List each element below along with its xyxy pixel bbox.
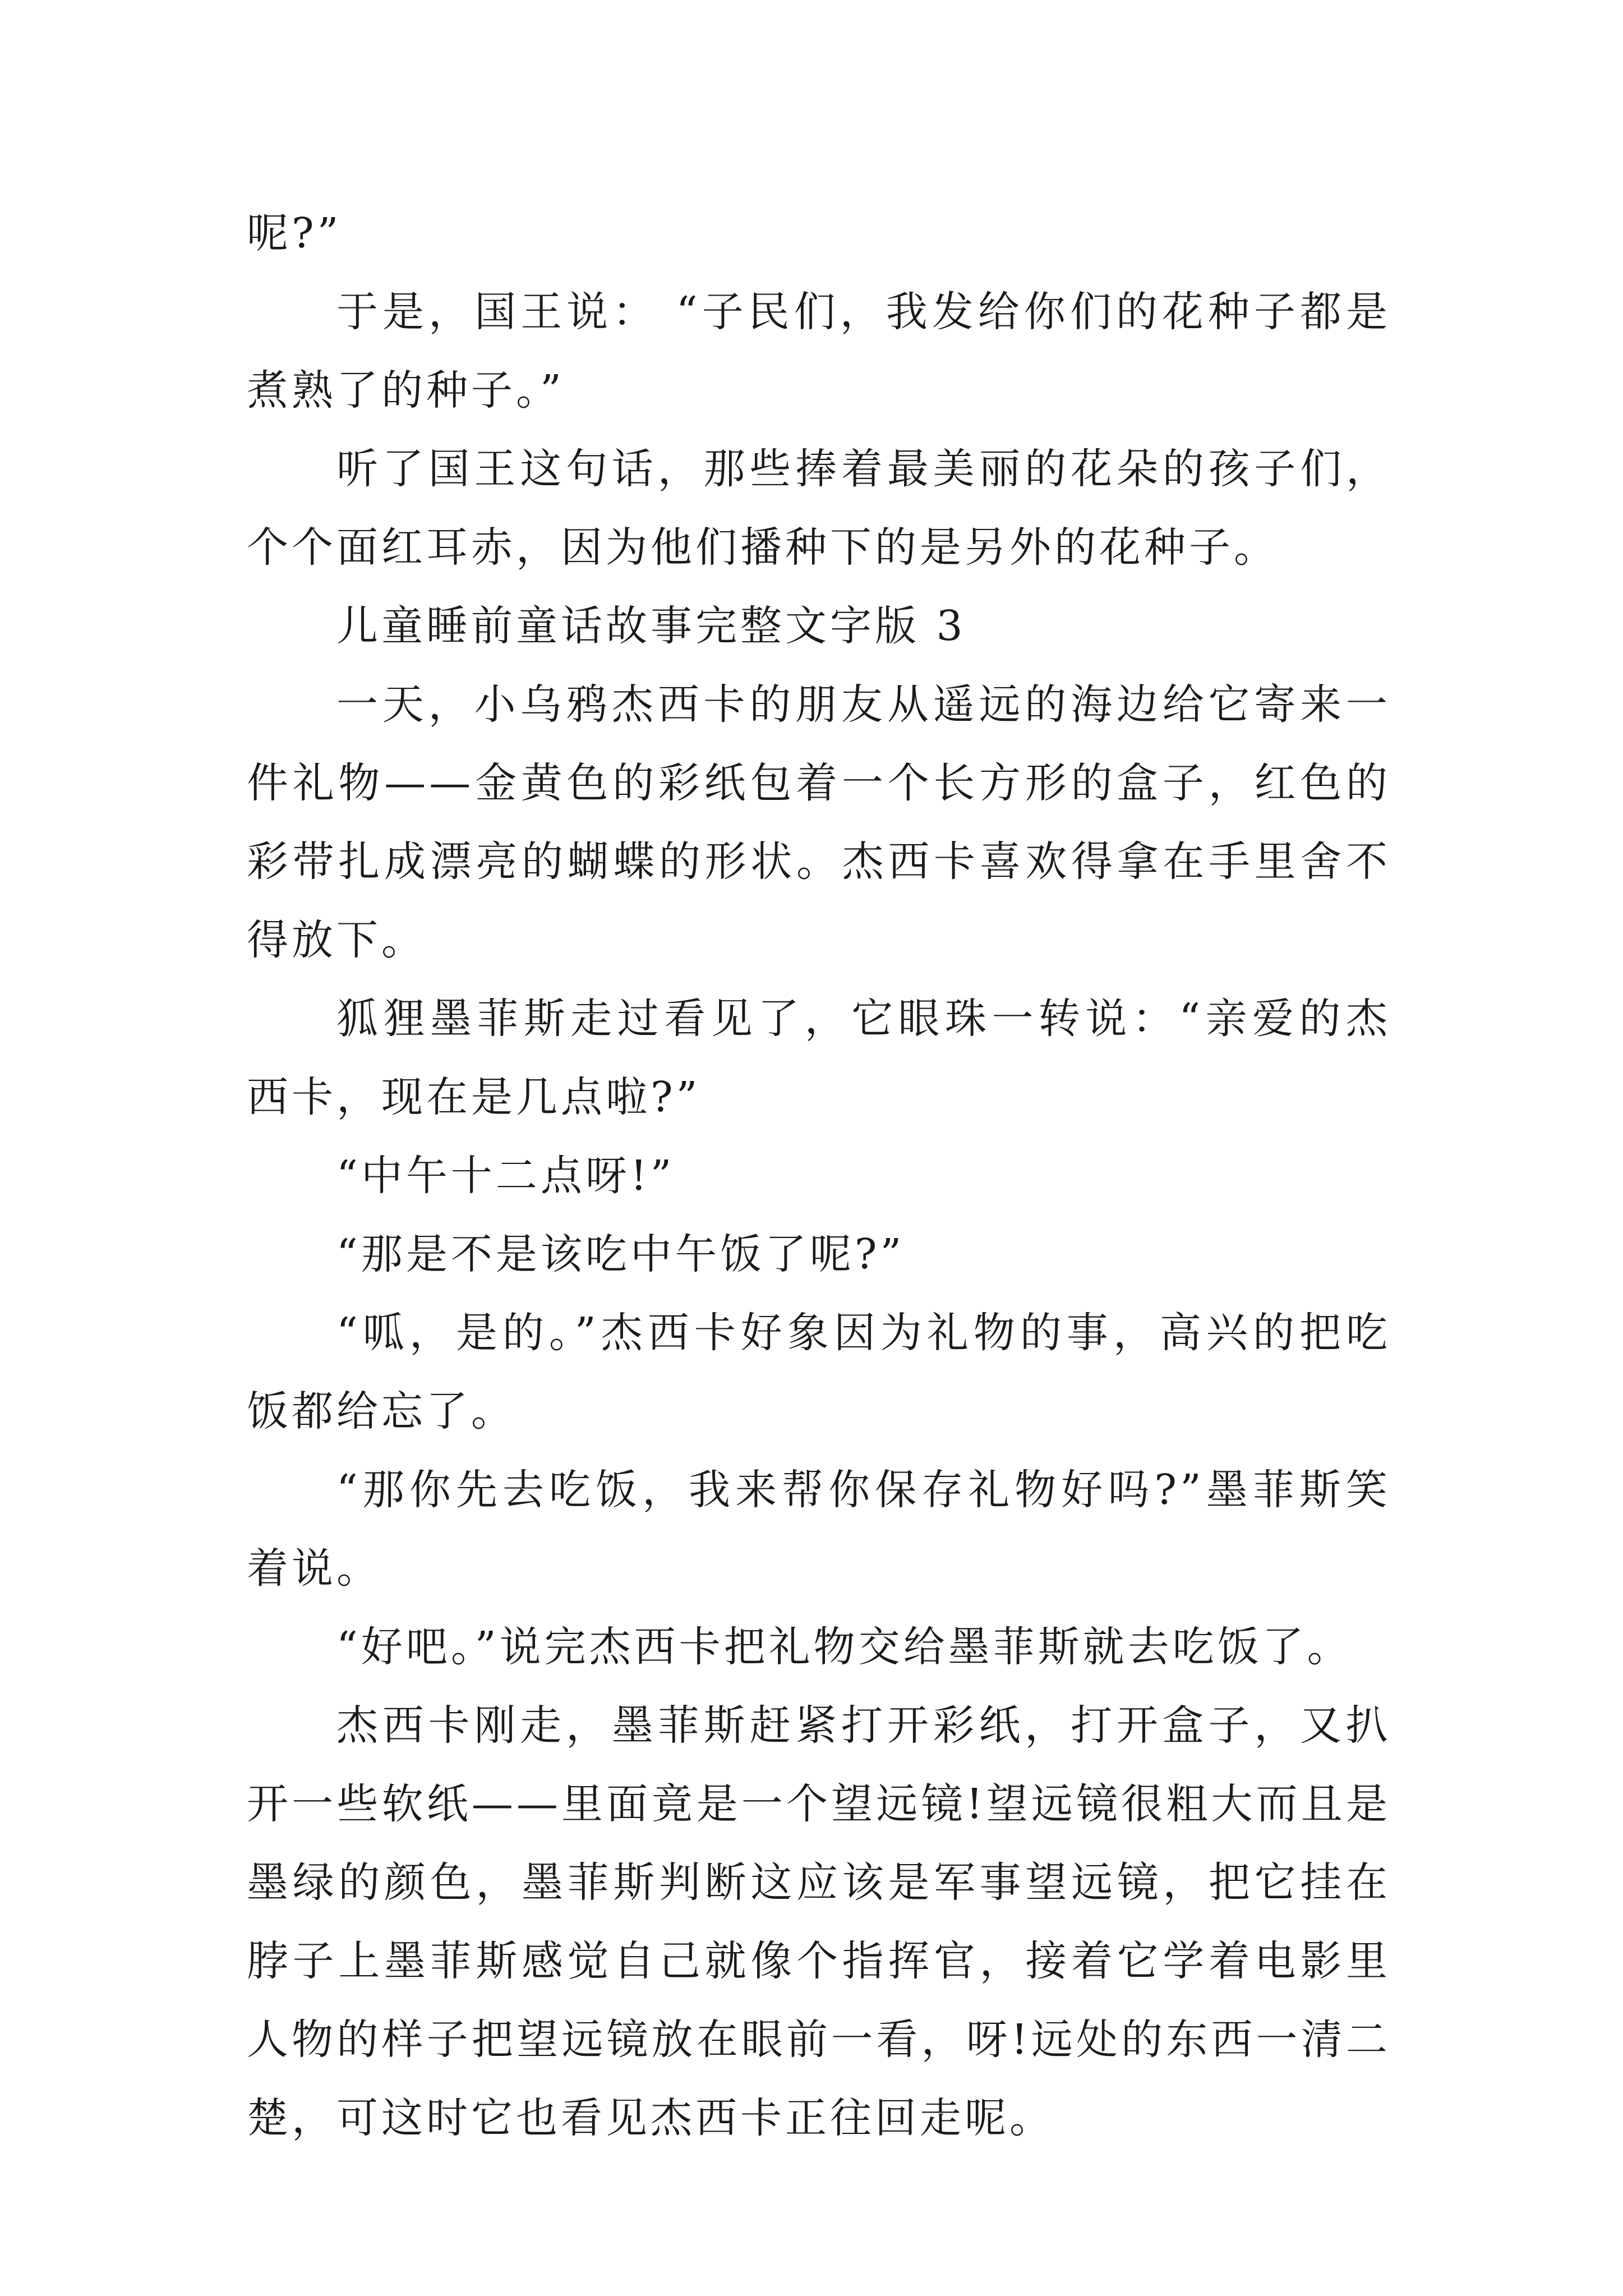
paragraph: 呢?” [247, 209, 342, 257]
paragraph: “好吧。”说完杰西卡把礼物交给墨菲斯就去吃饭了。 [336, 1623, 1352, 1671]
paragraph: 杰西卡刚走，墨菲斯赶紧打开彩纸，打开盒子，又扒开一些软纸——里面竟是一个望远镜!望远镜很粗大而且是墨绿的颜色，墨菲斯判断这应该是军事望远镜，把它挂在脖子上墨菲斯感觉自己就像个指挥官，接着它学着电影里人物的样子把望远镜放在眼前一看，呀!远处的东西一清二楚，可这时它也看见杰西卡正往回走呢。 [247, 1701, 1391, 2142]
section-heading: 儿童睡前童话故事完整文字版 3 [336, 602, 966, 650]
paragraph: 狐狸墨菲斯走过看见了，它眼珠一转说：“亲爱的杰西卡，现在是几点啦?” [247, 995, 1391, 1121]
paragraph: 听了国王这句话，那些捧着最美丽的花朵的孩子们，个个面红耳赤，因为他们播种下的是另外的花种子。 [247, 445, 1391, 572]
paragraph: 一天，小乌鸦杰西卡的朋友从遥远的海边给它寄来一件礼物——金黄色的彩纸包着一个长方形的盒子，红色的彩带扎成漂亮的蝴蝶的形状。杰西卡喜欢得拿在手里舍不得放下。 [247, 680, 1391, 964]
paragraph: “那是不是该吃中午饭了呢?” [336, 1230, 905, 1278]
document-body [247, 194, 1391, 2157]
paragraph: “呱，是的。”杰西卡好象因为礼物的事，高兴的把吃饭都给忘了。 [247, 1309, 1391, 1435]
paragraph: “中午十二点呀!” [336, 1152, 675, 1200]
paragraph: 于是，国王说： “子民们，我发给你们的花种子都是煮熟了的种子。” [247, 288, 1391, 415]
paragraph: “那你先去吃饭，我来帮你保存礼物好吗?”墨菲斯笑着说。 [247, 1466, 1391, 1593]
